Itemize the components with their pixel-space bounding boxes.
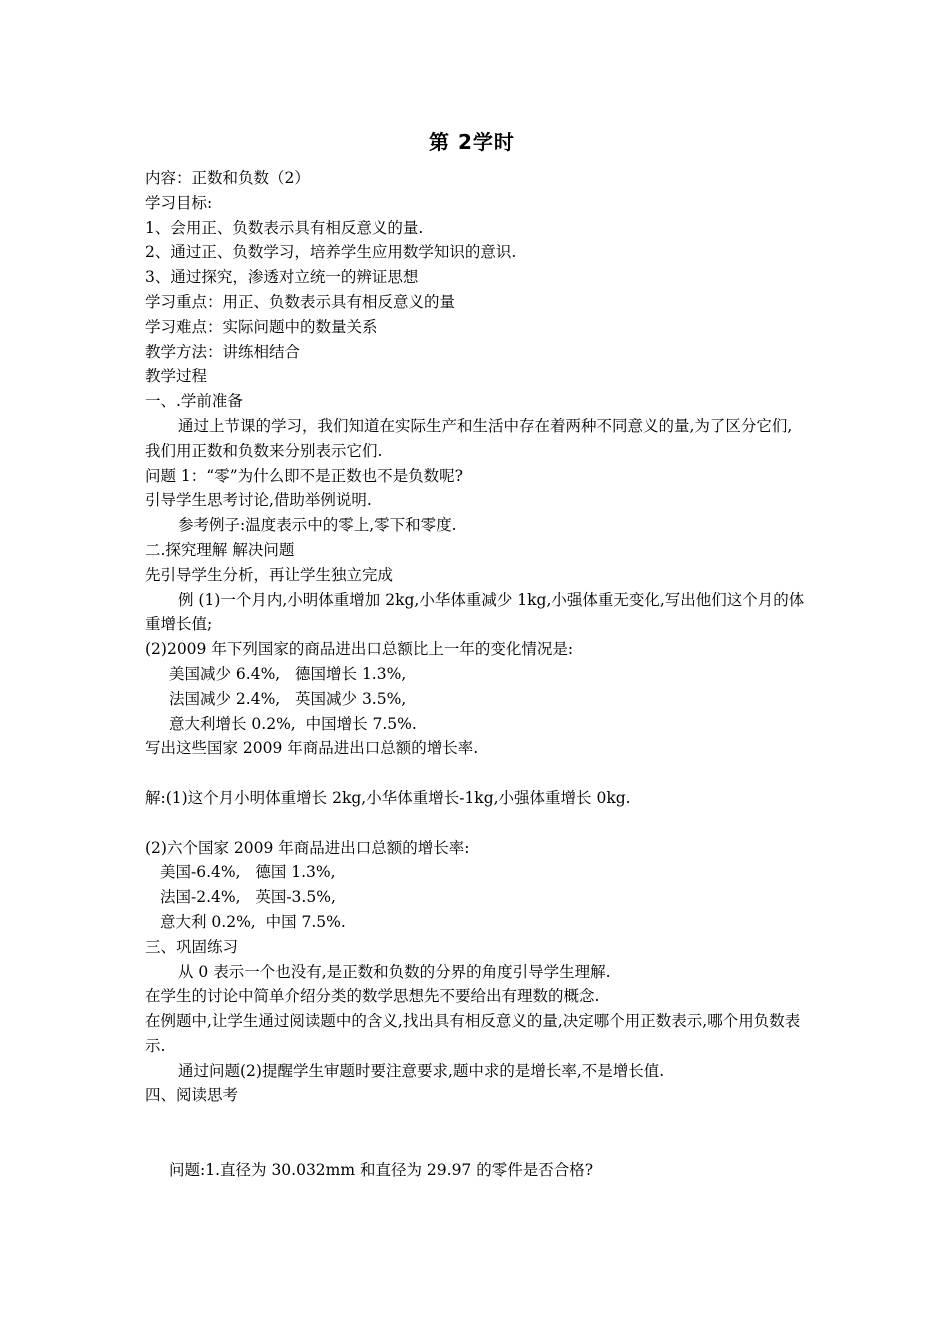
section2-guide: 先引导学生分析，再让学生独立完成 [145,565,394,584]
section2-example2-intro: (2)2009 年下列国家的商品进出口总额比上一年的变化情况是: [145,640,574,659]
example2-row: 美国减少 6.4%, 德国增长 1.3%, [169,664,407,683]
example2-row: 意大利增长 0.2%, 中国增长 7.5%. [169,714,417,733]
section1-question: 问题 1：“零”为什么即不是正数也不是负数呢? [145,466,463,485]
difficulty: 学习难点：实际问题中的数量关系 [145,317,378,336]
document-page [145,126,805,1183]
section3-line: 从 0 表示一个也没有,是正数和负数的分界的角度引导学生理解. [178,962,611,981]
page-title: 第 2学时 [429,130,515,154]
section1-guide: 引导学生思考讨论,借助举例说明. [145,491,372,510]
section2-heading: 二.探究理解 解决问题 [145,540,295,559]
spacer [145,811,805,836]
section4-heading: 四、阅读思考 [145,1086,239,1105]
example2-row: 法国减少 2.4%, 英国减少 3.5%, [169,689,407,708]
spacer [145,1108,805,1158]
content-line: 内容：正数和负数（2） [145,169,310,187]
objective-item: 3、通过探究，渗透对立统一的辨证思想 [145,268,419,287]
section2-example1: 例 (1)一个月内,小明体重增加 2kg,小华体重减少 1kg,小强体重无变化,写出他们这个月的体重增长值; [145,590,805,634]
section3-line: 在例题中,让学生通过阅读题中的含义,找出具有相反意义的量,决定哪个用正数表示,哪个用负数表示. [145,1012,801,1055]
solution2-row: 法国-2.4%, 英国-3.5%, [160,888,336,907]
solution1: 解:(1)这个月小明体重增长 2kg,小华体重增长-1kg,小强体重增长 0kg. [145,788,631,807]
solution2-row: 美国-6.4%, 德国 1.3%, [160,863,336,882]
solution2-row: 意大利 0.2%, 中国 7.5%. [160,912,346,931]
solution2-intro: (2)六个国家 2009 年商品进出口总额的增长率: [145,838,470,857]
section3-line: 通过问题(2)提醒学生审题时要注意要求,题中求的是增长率,不是增长值. [178,1061,665,1080]
key-point: 学习重点：用正、负数表示具有相反意义的量 [145,292,456,311]
teaching-method: 教学方法：讲练相结合 [145,342,301,361]
section3-line: 在学生的讨论中简单介绍分类的数学思想先不要给出有理数的概念. [145,987,600,1006]
spacer [145,761,805,786]
section1-example: 参考例子:温度表示中的零上,零下和零度. [178,516,457,535]
section1-intro: 通过上节课的学习，我们知道在实际生产和生活中存在着两种不同意义的量,为了区分它们,我们用正数和负数来分别表示它们. [145,416,793,460]
section3-heading: 三、巩固练习 [145,937,239,956]
process-heading: 教学过程 [145,367,208,386]
section2-example2-task: 写出这些国家 2009 年商品进出口总额的增长率. [145,739,479,758]
section4-question: 问题:1.直径为 30.032mm 和直径为 29.97 的零件是否合格? [169,1160,594,1179]
section1-heading: 一、.学前准备 [145,392,243,411]
objective-item: 1、会用正、负数表示具有相反意义的量. [145,218,424,237]
objective-item: 2、通过正、负数学习，培养学生应用数学知识的意识. [145,243,517,262]
objectives-heading: 学习目标: [145,193,213,212]
